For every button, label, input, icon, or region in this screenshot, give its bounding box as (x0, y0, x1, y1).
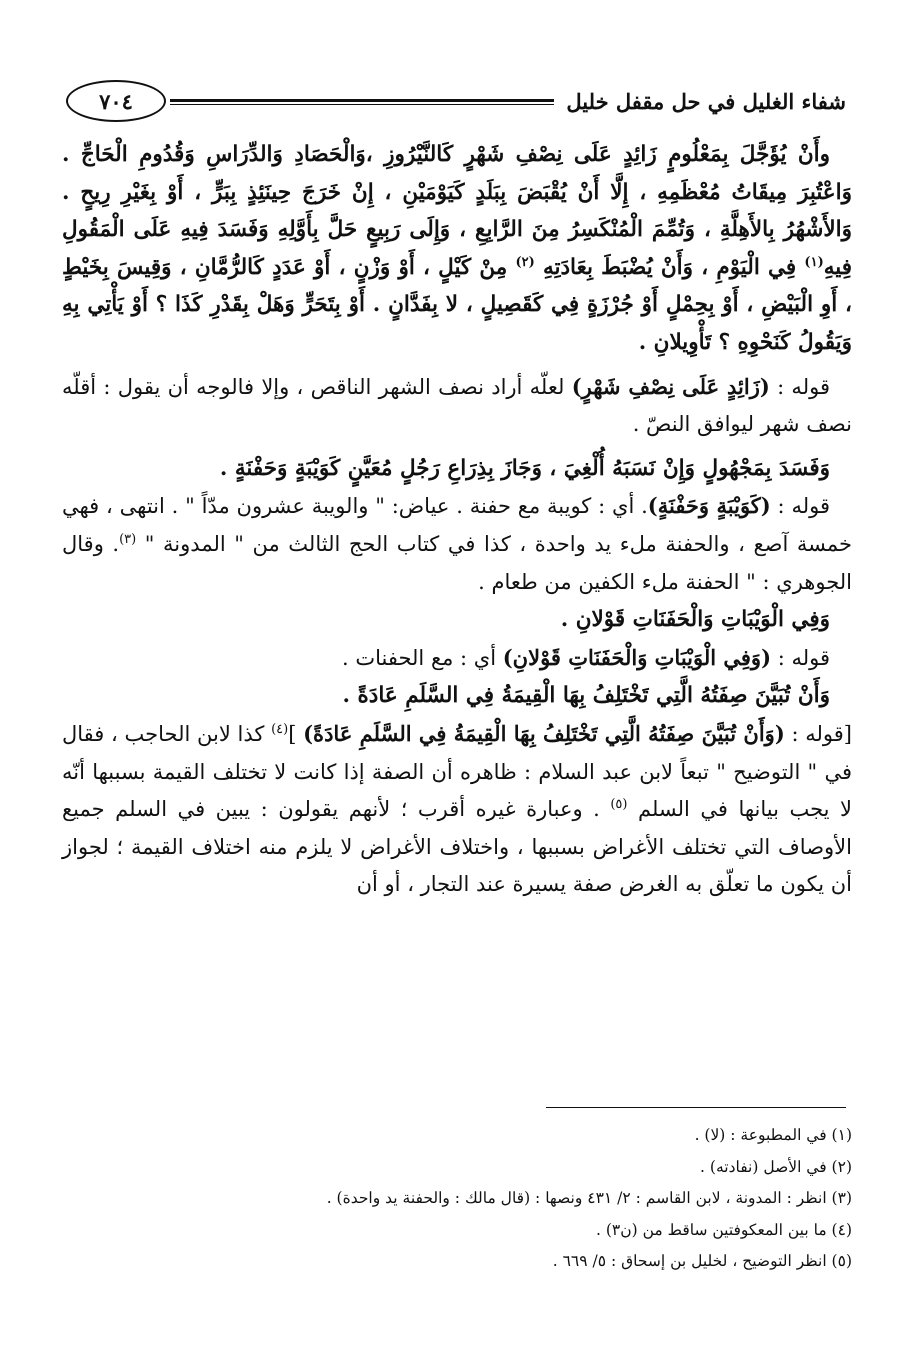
matn-paragraph: وَفَسَدَ بِمَجْهُولٍ وَإِنْ نَسَبَهُ أُلْغِيَ ، وَجَازَ بِذِرَاعِ رَجُلٍ مُعَيَّنٍ كَوَيْبَةٍ وَحَفْنَةٍ . (219, 455, 830, 481)
footnote-separator (546, 1107, 846, 1108)
footnote: (٤) ما بين المعكوفتين ساقط من (ن٣) . (595, 1220, 852, 1239)
commentary-paragraph: قوله : (وَفِي الْوَيْبَاتِ وَالْحَفَنَاتِ قَوْلانِ) أي : مع الحفنات . (342, 644, 830, 670)
footnotes (62, 1120, 852, 1278)
footnote: (١) في المطبوعة : (لا) . (694, 1126, 852, 1144)
page-body (62, 136, 852, 904)
footnote-ref: (٤) (271, 721, 289, 737)
footnote-ref: (١) (804, 254, 824, 270)
footnote: (٢) في الأصل (نفادته) . (700, 1157, 852, 1176)
quoted-text: (زَائِدٍ عَلَى نِصْفِ شَهْرٍ) (571, 373, 770, 399)
matn-paragraph: وأَنْ يُؤَجَّلَ بِمَعْلُومٍ زَائِدٍ عَلَى نِصْفِ شَهْرٍ كَالنَّيْرُوزِ ،وَالْحَصَادِ وَالدِّرَاسِ وَقُدُومِ الْحَاجِّ . وَاعْتُبِرَ مِيقَاتُ مُعْظَمِهِ ، إِلَّا أَنْ يُقْبَضَ بِبَلَدٍ كَيَوْمَيْنِ ، إِنْ خَرَجَ حِينَئِذٍ بِبَرٍّ ، أَوْ بِغَيْرِ رِيحٍ . وَالأَشْهُرُ بِالأَهِلَّةِ ، وَتُمِّمَ الْمُنْكَسِرُ مِنَ الرَّابِعِ ، وَإِلَى رَبِيعٍ حَلَّ بِأَوَّلِهِ وَفَسَدَ فِيهِ عَلَى الْمَقُولِ فِيهِ$^{(١)}$ فِي الْيَوْمِ ، وَأَنْ يُضْبَطَ بِعَادَتِهِ $^{(٢)}$ مِنْ كَيْلٍ ، أَوْ وَزْنٍ ، أَوْ عَدَدٍ كَالرُّمَّانِ ، وَقِيسَ بِخَيْطٍ ، أَوِ الْبَيْضِ ، أَوْ بِحِمْلٍ أَوْ جُرْزَةٍ فِي كَقَصِيلٍ ، لا بِفَدَّانٍ . أَوْ بِتَحَرٍّ وَهَلْ بِقَدْرِ كَذَا ؟ أَوْ يَأْتِي بِهِ وَيَقُولُ كَنَحْوِهِ ؟ تَأْوِيلانِ . (62, 142, 853, 355)
commentary-paragraph: قوله : (كَوَيْبَةٍ وَحَفْنَةٍ). أي : كويبة مع حفنة . عياض: " والويبة عشرون مدّاً " . انتهى ، فهي خمسة آصع ، والحفنة ملء يد واحدة ، كذا في كتاب الحج الثالث من " المدونة " $^{(٣)}$. وقال الجوهري : " الحفنة ملء الكفين من طعام . (62, 493, 852, 594)
matn-paragraph: وَأَنْ تُبَيَّنَ صِفَتُهُ الَّتِي تَخْتَلِفُ بِهَا الْقِيمَةُ فِي السَّلَمِ عَادَةً . (342, 683, 830, 709)
quoted-text: (كَوَيْبَةٍ وَحَفْنَةٍ) (647, 493, 771, 519)
running-title: شفاء الغليل في حل مقفل خليل (566, 88, 846, 114)
footnote-ref: (٣) (119, 531, 137, 547)
footnote-ref: (٢) (515, 254, 535, 270)
quoted-text: (وَفِي الْوَيْبَاتِ وَالْحَفَنَاتِ قَوْلانِ) (502, 644, 772, 670)
matn-paragraph: وَفِي الْوَيْبَاتِ وَالْحَفَنَاتِ قَوْلانِ . (560, 607, 830, 633)
commentary-paragraph: قوله : (زَائِدٍ عَلَى نِصْفِ شَهْرٍ) لعلّه أراد نصف الشهر الناقص ، وإلا فالوجه أن يقول : أقلّه نصف شهر ليوافق النصّ . (62, 373, 852, 437)
header-rule (170, 99, 554, 105)
footnote-ref: (٥) (610, 797, 628, 813)
footnote: (٣) انظر : المدونة ، لابن القاسم : ٢/ ٤٣١ ونصها : (قال مالك : والحفنة يد واحدة) . (326, 1189, 852, 1207)
page-header (66, 78, 846, 124)
page-number: ٧٠٤ (66, 80, 166, 122)
quoted-text: (وَأَنْ تُبَيَّنَ صِفَتُهُ الَّتِي تَخْتَلِفُ بِهَا الْقِيمَةُ فِي السَّلَمِ عَادَةً) (303, 720, 785, 746)
footnote: (٥) انظر التوضيح ، لخليل بن إسحاق : ٥/ ٦٦٩ . (552, 1252, 852, 1270)
commentary-paragraph: [قوله : (وَأَنْ تُبَيَّنَ صِفَتُهُ الَّتِي تَخْتَلِفُ بِهَا الْقِيمَةُ فِي السَّلَمِ عَادَةً) ]$^{(٤)}$ كذا لابن الحاجب ، فقال في " التوضيح " تبعاً لابن عبد السلام : ظاهره أن الصفة إذا كانت لا تختلف القيمة بسببها أنّه لا يجب بيانها في السلم $^{(٥)}$ . وعبارة غيره أقرب ؛ لأنهم يقولون : يبين في السلم جميع الأوصاف التي تختلف الأغراض بسببها ، واختلاف الأغراض لا يلزم منه اختلاف القيمة ؛ لجواز أن يكون ما تعلّق به الغرض صفة يسيرة عند التجار ، أو أن (62, 720, 852, 897)
